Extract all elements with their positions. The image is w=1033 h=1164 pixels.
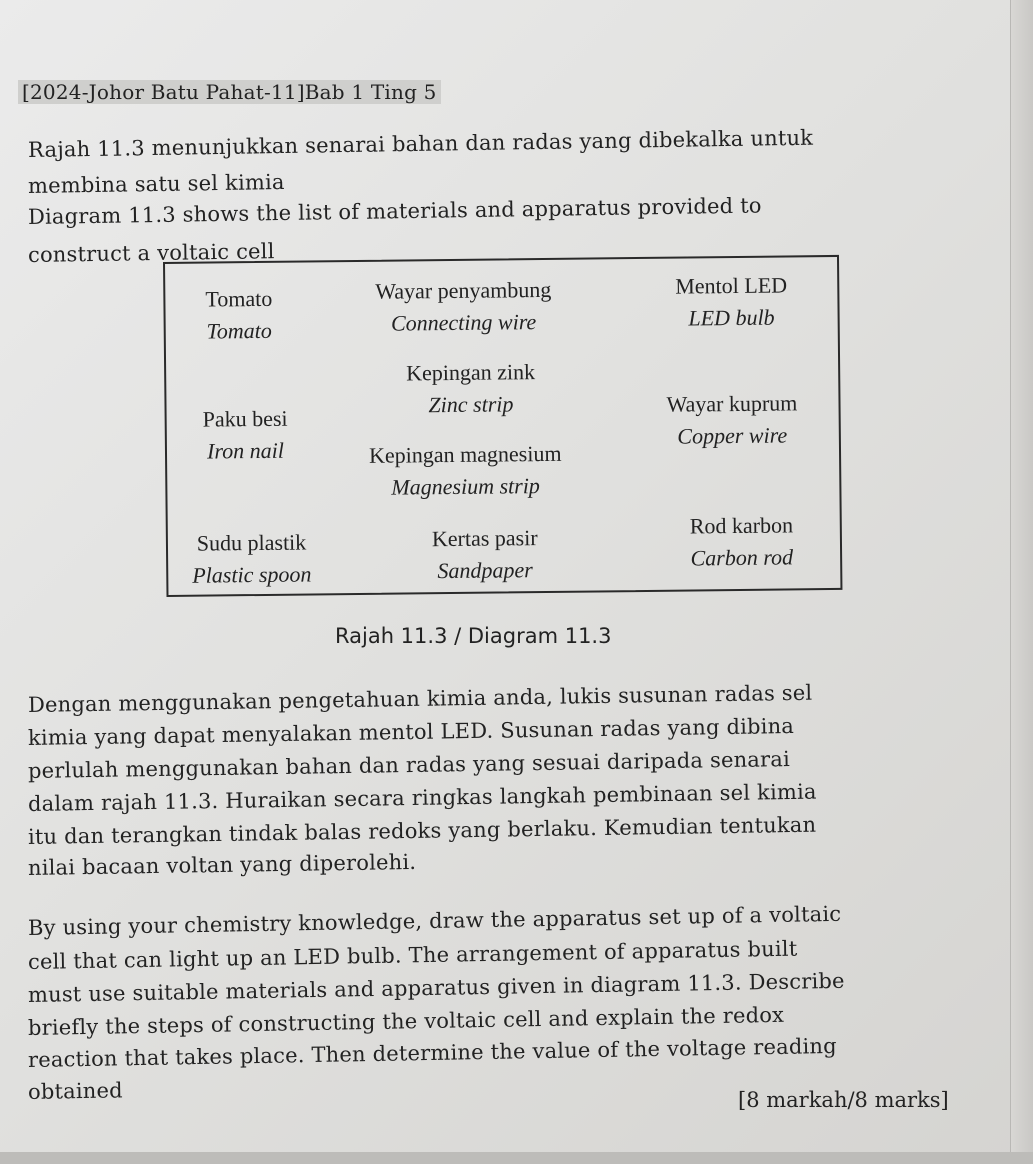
intro-malay-line-1: Rajah 11.3 menunjukkan senarai bahan dan radas yang dibekalka untuk [27, 125, 814, 162]
item-carbon-rod: Rod karbon Carbon rod [689, 512, 794, 571]
question-english-line-3: must use suitable materials and apparatus given in diagram 11.3. Describe [27, 968, 845, 1007]
question-english-line-4: briefly the steps of constructing the voltaic cell and explain the redox [27, 1002, 785, 1040]
intro-english-line-2: construct a voltaic cell [27, 239, 275, 267]
item-iron-nail: Paku besi Iron nail [202, 405, 288, 464]
question-malay-line-2: kimia yang dapat menyalakan mentol LED. Susunan radas yang dibina [27, 713, 795, 750]
materials-diagram-box [163, 255, 842, 597]
item-plastic-spoon: Sudu plastik Plastic spoon [192, 529, 312, 588]
item-magnesium-strip: Kepingan magnesium Magnesium strip [368, 440, 562, 500]
item-led-bulb: Mentol LED LED bulb [675, 272, 788, 331]
question-malay-line-5: itu dan terangkan tindak balas redoks yang berlaku. Kemudian tentukan [27, 812, 817, 849]
page-bottom-strip [0, 1152, 1033, 1164]
item-connecting-wire: Wayar penyambung Connecting wire [375, 276, 552, 336]
question-malay-line-3: perlulah menggunakan bahan dan radas yang sesuai daripada senarai [27, 747, 791, 783]
question-english-line-6: obtained [27, 1078, 123, 1104]
intro-english-line-1: Diagram 11.3 shows the list of materials and apparatus provided to [27, 193, 762, 229]
question-english-line-5: reaction that takes place. Then determine the value of the voltage reading [27, 1033, 838, 1072]
question-english-line-1: By using your chemistry knowledge, draw the apparatus set up of a voltaic [27, 901, 842, 940]
question-english-line-2: cell that can light up an LED bulb. The arrangement of apparatus built [27, 936, 798, 974]
question-malay-line-1: Dengan menggunakan pengetahuan kimia anda, lukis susunan radas sel [27, 680, 813, 717]
intro-malay-line-2: membina satu sel kimia [27, 169, 285, 198]
item-zinc-strip: Kepingan zink Zinc strip [406, 359, 536, 418]
question-malay-line-4: dalam rajah 11.3. Huraikan secara ringkas langkah pembinaan sel kimia [27, 779, 817, 816]
diagram-caption: Rajah 11.3 / Diagram 11.3 [335, 624, 612, 648]
question-source: [2024-Johor Batu Pahat-11]Bab 1 Ting 5 [18, 80, 441, 104]
marks-allocation: [8 markah/8 marks] [738, 1088, 949, 1112]
item-copper-wire: Wayar kuprum Copper wire [666, 390, 798, 449]
next-page-edge [1010, 0, 1033, 1164]
item-sandpaper: Kertas pasir Sandpaper [431, 525, 538, 584]
item-tomato: Tomato Tomato [205, 285, 273, 344]
question-malay-line-6: nilai bacaan voltan yang diperolehi. [27, 849, 417, 880]
